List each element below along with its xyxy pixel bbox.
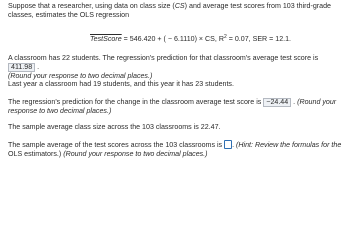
answer-field-1[interactable]: 411.98 [8, 63, 35, 72]
instruction-3: response to two decimal places.) [8, 107, 112, 116]
equation-lhs: TestScore [90, 35, 122, 43]
question-4: The sample average class size across the 103 classrooms is 22.47. [8, 123, 221, 131]
equation-superscript: 2 [223, 34, 227, 40]
problem-intro: Suppose that a researcher, using data on class size (CS) and average test scores from 103 third-grade classes, estimates the OLS regression [8, 2, 331, 19]
equation-rhs-b: = 0.07, SER = 12.1. [226, 35, 292, 43]
instruction-1: (Round your response to two decimal places.) [8, 72, 153, 80]
hint-text: (Hint: Review the formulas for the [236, 141, 342, 149]
question-1: A classroom has 22 students. The regression's prediction for that classroom's average test score is 411.98 . (Round your response to two decimal places.) [8, 54, 319, 80]
answer-field-2[interactable]: −24.44 [263, 98, 291, 107]
regression-equation [90, 35, 291, 44]
answer-input-3[interactable] [224, 140, 232, 149]
question-2: Last year a classroom had 19 students, and this year it has 23 students. [8, 80, 234, 88]
question-5: The sample average of the test scores across the 103 classrooms is . (Hint: Review the formulas for the OLS estimators.) (Round your response to two decimal places.) [8, 141, 342, 158]
cs-variable: CS [174, 2, 185, 10]
question-3: The regression's prediction for the change in the classroom average test score is −24.44 . (Round your response to two decimal places.) [8, 98, 337, 116]
equation-rhs-a: = 546.420 + ( − 6.1110) × CS, R [121, 35, 224, 43]
instruction-5: (Round your response to two decimal places.) [63, 149, 208, 158]
